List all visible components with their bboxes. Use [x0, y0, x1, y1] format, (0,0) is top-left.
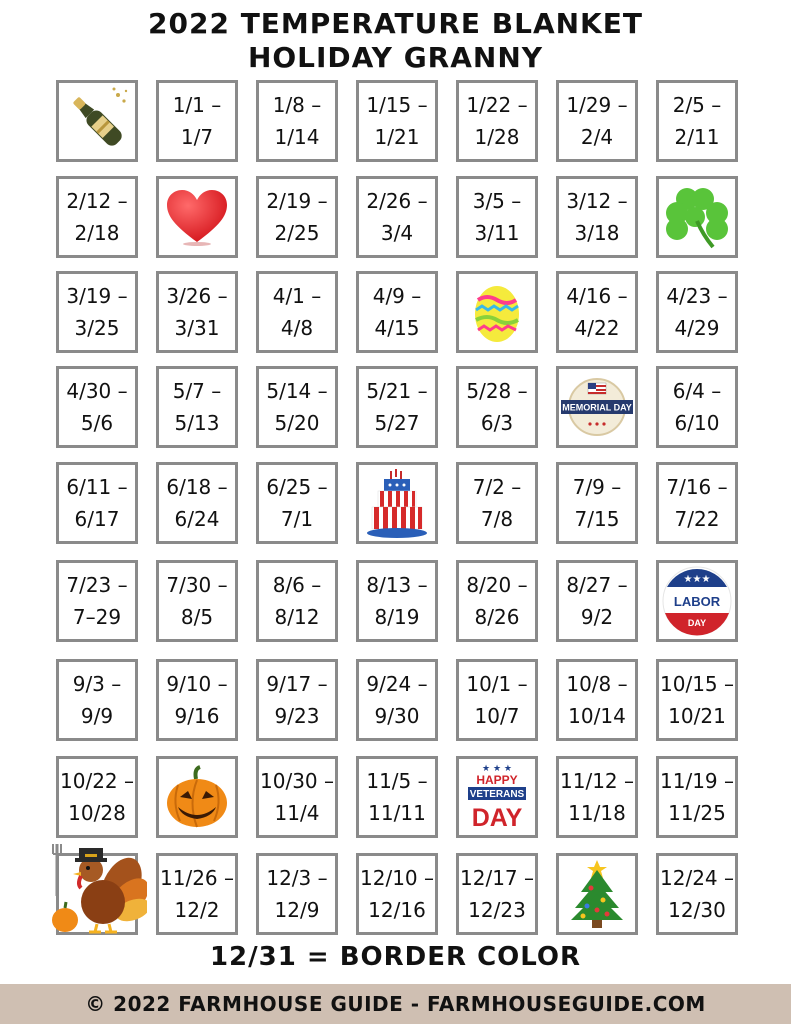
week-end-date: 11/11	[368, 801, 426, 825]
week-end-date: 9/23	[274, 704, 320, 728]
week-start-date: 4/30 –	[66, 379, 128, 403]
week-cell	[256, 756, 338, 838]
holiday-cell	[156, 176, 238, 258]
week-cell	[156, 659, 238, 741]
week-end-date: 10/7	[474, 704, 520, 728]
week-end-date: 7/15	[574, 507, 620, 531]
week-start-date: 4/23 –	[666, 284, 728, 308]
week-cell	[356, 560, 438, 642]
week-cell	[456, 176, 538, 258]
week-start-date: 10/30 –	[260, 769, 334, 793]
week-start-date: 10/1 –	[466, 672, 528, 696]
week-cell	[256, 176, 338, 258]
week-end-date: 6/17	[74, 507, 120, 531]
week-end-date: 5/13	[174, 411, 220, 435]
week-start-date: 6/11 –	[66, 475, 128, 499]
week-cell	[56, 176, 138, 258]
week-start-date: 4/1 –	[272, 284, 322, 308]
week-start-date: 9/3 –	[72, 672, 122, 696]
week-start-date: 6/25 –	[266, 475, 328, 499]
week-end-date: 12/2	[174, 898, 220, 922]
veterans-day-label: DAY	[471, 804, 523, 832]
page-title: 2022 TEMPERATURE BLANKET	[148, 7, 643, 40]
week-cell	[156, 80, 238, 162]
week-end-date: 3/11	[474, 221, 520, 245]
week-end-date: 9/2	[580, 605, 614, 629]
page-subtitle: HOLIDAY GRANNY	[247, 41, 544, 74]
week-end-date: 3/4	[380, 221, 414, 245]
week-start-date: 8/27 –	[566, 573, 628, 597]
week-start-date: 7/2 –	[472, 475, 522, 499]
week-start-date: 11/12 –	[560, 769, 634, 793]
week-cell	[56, 271, 138, 353]
veterans-day-icon	[464, 762, 530, 832]
week-start-date: 8/13 –	[366, 573, 428, 597]
week-end-date: 9/16	[174, 704, 220, 728]
week-cell	[556, 462, 638, 544]
week-end-date: 9/9	[80, 704, 114, 728]
week-cell	[456, 560, 538, 642]
week-cell	[256, 659, 338, 741]
holiday-cell	[156, 756, 238, 838]
week-cell	[356, 366, 438, 448]
week-cell	[356, 756, 438, 838]
week-start-date: 4/16 –	[566, 284, 628, 308]
week-cell	[256, 80, 338, 162]
week-cell	[556, 659, 638, 741]
week-cell	[56, 560, 138, 642]
week-end-date: 1/28	[474, 125, 520, 149]
week-end-date: 1/14	[274, 125, 320, 149]
week-start-date: 2/26 –	[366, 189, 428, 213]
week-start-date: 6/18 –	[166, 475, 228, 499]
christmas-tree-icon	[569, 858, 625, 930]
patriotic-cake-icon	[366, 467, 428, 539]
week-end-date: 2/25	[274, 221, 320, 245]
week-end-date: 3/31	[174, 316, 220, 340]
week-start-date: 3/5 –	[472, 189, 522, 213]
week-start-date: 2/12 –	[66, 189, 128, 213]
week-cell	[656, 756, 738, 838]
week-cell	[256, 366, 338, 448]
week-cell	[56, 462, 138, 544]
week-end-date: 12/16	[368, 898, 426, 922]
week-start-date: 2/19 –	[266, 189, 328, 213]
heart-icon	[165, 188, 229, 246]
holiday-cell	[56, 80, 138, 162]
week-start-date: 9/10 –	[166, 672, 228, 696]
week-cell	[656, 853, 738, 935]
week-start-date: 10/22 –	[60, 769, 134, 793]
week-cell	[656, 366, 738, 448]
week-cell	[356, 853, 438, 935]
week-start-date: 9/24 –	[366, 672, 428, 696]
week-cell	[456, 659, 538, 741]
week-start-date: 8/6 –	[272, 573, 322, 597]
labor-day-sublabel: DAY	[687, 618, 707, 628]
week-start-date: 3/26 –	[166, 284, 228, 308]
week-start-date: 9/17 –	[266, 672, 328, 696]
week-cell	[556, 756, 638, 838]
week-cell	[356, 176, 438, 258]
holiday-cell	[556, 853, 638, 935]
week-cell	[456, 80, 538, 162]
svg-text:★★★: ★★★	[683, 574, 711, 585]
week-end-date: 7/8	[480, 507, 514, 531]
week-start-date: 7/30 –	[166, 573, 228, 597]
week-cell	[156, 853, 238, 935]
week-start-date: 5/28 –	[466, 379, 528, 403]
veterans-happy-label: HAPPY	[476, 773, 518, 787]
week-end-date: 7–29	[72, 605, 122, 629]
week-start-date: 2/5 –	[672, 93, 722, 117]
week-end-date: 5/27	[374, 411, 420, 435]
memorial-day-badge-icon	[559, 376, 635, 438]
week-cell	[56, 756, 138, 838]
week-start-date: 5/7 –	[172, 379, 222, 403]
week-start-date: 5/14 –	[266, 379, 328, 403]
week-cell	[156, 271, 238, 353]
week-end-date: 11/4	[274, 801, 320, 825]
veterans-label: VETERANS	[469, 789, 525, 800]
holiday-cell	[656, 560, 738, 642]
week-cell	[556, 560, 638, 642]
week-end-date: 8/5	[180, 605, 214, 629]
week-start-date: 3/12 –	[566, 189, 628, 213]
week-cell	[256, 853, 338, 935]
week-end-date: 3/25	[74, 316, 120, 340]
holiday-cell	[456, 756, 538, 838]
week-end-date: 7/22	[674, 507, 720, 531]
turkey-icon	[51, 836, 147, 936]
week-end-date: 7/1	[280, 507, 314, 531]
week-end-date: 2/4	[580, 125, 614, 149]
week-end-date: 12/23	[468, 898, 526, 922]
week-cell	[456, 366, 538, 448]
holiday-cell	[556, 366, 638, 448]
memorial-day-label: MEMORIAL DAY	[562, 402, 632, 413]
week-cell	[456, 462, 538, 544]
week-start-date: 11/5 –	[366, 769, 428, 793]
week-start-date: 3/19 –	[66, 284, 128, 308]
week-start-date: 7/23 –	[66, 573, 128, 597]
week-end-date: 12/9	[274, 898, 320, 922]
holiday-cell	[456, 271, 538, 353]
week-start-date: 12/24 –	[660, 866, 734, 890]
labor-day-label: LABOR	[673, 594, 721, 609]
week-end-date: 3/18	[574, 221, 620, 245]
week-end-date: 6/10	[674, 411, 720, 435]
week-end-date: 10/28	[68, 801, 126, 825]
copyright-bar	[0, 984, 791, 1024]
week-cell	[56, 366, 138, 448]
holiday-cell	[56, 853, 138, 935]
week-end-date: 12/30	[668, 898, 726, 922]
week-start-date: 10/8 –	[566, 672, 628, 696]
week-end-date: 10/14	[568, 704, 626, 728]
week-end-date: 4/15	[374, 316, 420, 340]
week-cell	[456, 853, 538, 935]
week-cell	[656, 80, 738, 162]
svg-text:★ ★ ★: ★ ★ ★	[482, 764, 512, 774]
week-end-date: 5/20	[274, 411, 320, 435]
week-cell	[556, 176, 638, 258]
week-cell	[656, 462, 738, 544]
week-end-date: 11/18	[568, 801, 626, 825]
week-start-date: 7/9 –	[572, 475, 622, 499]
week-start-date: 1/8 –	[272, 93, 322, 117]
week-end-date: 9/30	[374, 704, 420, 728]
week-start-date: 1/22 –	[466, 93, 528, 117]
week-start-date: 8/20 –	[466, 573, 528, 597]
week-end-date: 8/26	[474, 605, 520, 629]
week-end-date: 1/21	[374, 125, 420, 149]
week-cell	[56, 659, 138, 741]
week-start-date: 12/3 –	[266, 866, 328, 890]
week-cell	[556, 80, 638, 162]
week-end-date: 6/3	[480, 411, 514, 435]
week-end-date: 4/22	[574, 316, 620, 340]
week-start-date: 5/21 –	[366, 379, 428, 403]
week-end-date: 4/8	[280, 316, 314, 340]
week-cell	[356, 659, 438, 741]
week-end-date: 11/25	[668, 801, 726, 825]
week-end-date: 8/12	[274, 605, 320, 629]
holiday-cell	[356, 462, 438, 544]
border-color-note: 12/31 = BORDER COLOR	[209, 942, 582, 972]
week-start-date: 1/29 –	[566, 93, 628, 117]
week-end-date: 5/6	[80, 411, 114, 435]
week-start-date: 1/1 –	[172, 93, 222, 117]
week-start-date: 12/10 –	[360, 866, 434, 890]
easter-egg-icon	[472, 280, 522, 344]
shamrock-icon	[663, 183, 731, 251]
holiday-cell	[656, 176, 738, 258]
copyright-text: © 2022 FARMHOUSE GUIDE - FARMHOUSEGUIDE.COM	[85, 992, 706, 1016]
week-cell	[556, 271, 638, 353]
week-start-date: 12/17 –	[460, 866, 534, 890]
week-start-date: 11/26 –	[160, 866, 234, 890]
week-end-date: 8/19	[374, 605, 420, 629]
week-cell	[156, 560, 238, 642]
week-start-date: 4/9 –	[372, 284, 422, 308]
week-cell	[256, 462, 338, 544]
week-start-date: 10/15 –	[660, 672, 734, 696]
week-end-date: 6/24	[174, 507, 220, 531]
week-cell	[156, 366, 238, 448]
week-start-date: 1/15 –	[366, 93, 428, 117]
week-cell	[256, 271, 338, 353]
week-cell	[656, 659, 738, 741]
week-end-date: 4/29	[674, 316, 720, 340]
week-end-date: 10/21	[668, 704, 726, 728]
week-end-date: 2/11	[674, 125, 720, 149]
labor-day-badge-icon	[661, 565, 733, 637]
champagne-bottle-icon	[62, 85, 132, 157]
week-cell	[156, 462, 238, 544]
week-cell	[256, 560, 338, 642]
week-start-date: 6/4 –	[672, 379, 722, 403]
jack-o-lantern-icon	[164, 765, 230, 829]
week-start-date: 11/19 –	[660, 769, 734, 793]
week-cell	[356, 80, 438, 162]
week-end-date: 1/7	[180, 125, 214, 149]
week-start-date: 7/16 –	[666, 475, 728, 499]
week-cell	[656, 271, 738, 353]
week-cell	[356, 271, 438, 353]
week-end-date: 2/18	[74, 221, 120, 245]
